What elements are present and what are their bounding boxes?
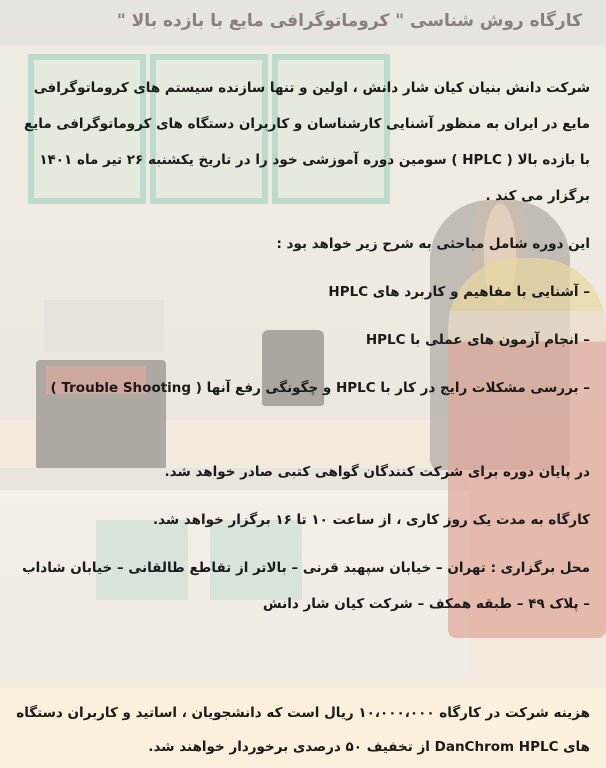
spacer: [16, 262, 590, 274]
schedule-note: کارگاه به مدت یک روز کاری ، از ساعت ۱۰ تا ۱۶ برگزار خواهد شد.: [152, 512, 590, 528]
spacer: [16, 430, 590, 454]
topics-heading: این دوره شامل مباحثی به شرح زیر خواهد بود :: [276, 236, 590, 252]
spacer: [16, 310, 590, 322]
spacer: [16, 214, 590, 226]
certificate-note: در پایان دوره برای شرکت کنندگان گواهی کتبی صادر خواهد شد.: [164, 464, 590, 480]
topic-item: – بررسی مشکلات رایج در کار با HPLC و چگونگی رفع آنها ( Trouble Shooting ): [50, 380, 590, 396]
topic-item: – انجام آزمون های عملی با HPLC: [365, 332, 590, 348]
spacer: [16, 490, 590, 502]
intro-paragraph: شرکت دانش بنیان کیان شار دانش ، اولین و تنها سازنده سیستم های کروماتوگرافی مایع در ایران به منظور آشنایی کارشناسان و کاربران دستگاه های کروماتوگرافی مایع با بازده بالا ( HPLC ) سومین دوره آموزشی خود را در تاریخ یکشنبه ۲۶ تیر ماه ۱۴۰۱ برگزار می کند .: [24, 80, 590, 204]
fee-note: هزینه شرکت در کارگاه ۱۰،۰۰۰،۰۰۰ ریال است که دانشجویان ، اساتید و کاربران دستگاه های DanChrom HPLC از تخفیف ۵۰ درصدی برخوردار خواهند شد.: [16, 705, 590, 755]
page-title: کارگاه روش شناسی " کروماتوگرافی مایع با بازده بالا ": [116, 11, 582, 31]
topic-item: – آشنایی با مفاهیم و کاربرد های HPLC: [328, 284, 590, 300]
spacer: [16, 358, 590, 370]
spacer: [16, 538, 590, 550]
announcement-body: [16, 70, 590, 622]
title-band: [0, 0, 606, 46]
location-note: محل برگزاری : تهران – خیابان سپهبد قرنی – بالاتر از تقاطع طالقانی – خیابان شاداب – پلاک ۴۹ – طبقه همکف – شرکت کیان شار دانش: [22, 560, 590, 612]
spacer: [16, 406, 590, 430]
fee-band: [0, 688, 606, 768]
